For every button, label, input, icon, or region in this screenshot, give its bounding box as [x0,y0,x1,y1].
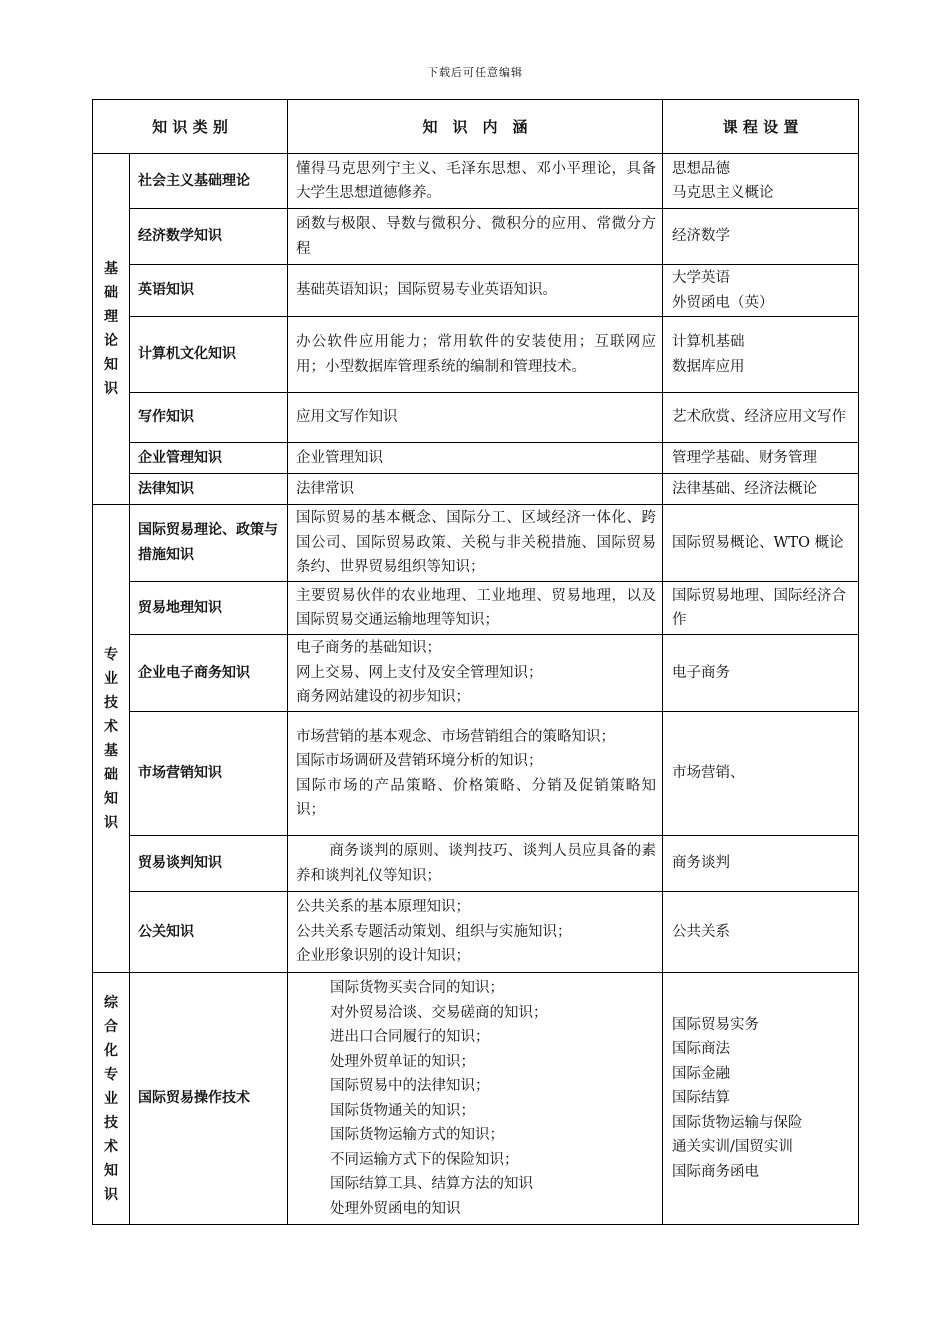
course-item: 大学英语 [672,270,731,286]
table-row [93,505,859,582]
subcategory-cell: 法律知识 [130,474,288,505]
course-item: 国际结算 [672,1090,731,1107]
course-cell [663,836,859,892]
content-cell: 主要贸易伙伴的农业地理、工业地理、贸易地理，以及国际贸易交通运输地理等知识； [288,582,663,635]
table-row [93,393,859,443]
table-row [93,154,859,209]
content-line: 国际货物运输方式的知识； [330,1127,505,1143]
column-header-content: 知 识 内 涵 [288,100,663,154]
content-cell: 企业管理知识 [288,443,663,474]
table-row [93,265,859,317]
content-line: 企业形象识别的设计知识； [296,948,471,965]
curriculum-table [92,99,859,1225]
subcategory-cell: 贸易谈判知识 [130,836,288,892]
header-note: 下载后可任意编辑 [427,66,523,79]
content-cell: 办公软件应用能力；常用软件的安装使用；互联网应用；小型数据库管理系统的编制和管理技术。 [288,317,663,393]
category-label: 基 础 理 论 知 识 [104,261,118,397]
content-cell [288,712,663,836]
subcategory-cell: 公关知识 [130,892,288,973]
course-item: 国际贸易实务 [672,1016,760,1033]
table-header-row [93,100,859,154]
course-item: 国际贸易地理、国际经济合作 [672,587,847,628]
category-cell [93,505,130,973]
content-line: 国际贸易中的法律知识； [330,1078,490,1094]
category-label: 综 合 化 专 业 技 术 知 识 [104,994,118,1203]
content-line: 公共关系的基本原理知识； [296,899,471,916]
content-line: 电子商务的基础知识； [296,640,442,657]
content-cell: 函数与极限、导数与微积分、微积分的应用、常微分方程 [288,209,663,265]
content-cell: 法律常识 [288,474,663,505]
content-line: 国际市场的产品策略、价格策略、分销及促销策略知识； [296,777,657,818]
content-cell: 国际贸易的基本概念、国际分工、区域经济一体化、跨国公司、国际贸易政策、关税与非关税措施、国际贸易条约、世界贸易组织等知识； [288,505,663,582]
course-cell [663,505,859,582]
course-item: 马克思主义概论 [672,185,774,201]
course-cell [663,582,859,635]
course-item: 市场营销、 [672,765,745,782]
course-item: 经济数学 [672,228,731,245]
course-item: 公共关系 [672,923,731,940]
table-row [93,635,859,712]
content-line: 公共关系专题活动策划、组织与实施知识； [296,923,572,940]
course-item: 国际货物运输与保险 [672,1114,803,1131]
subcategory-cell: 英语知识 [130,265,288,317]
column-header-course: 课 程 设 置 [663,100,859,154]
content-line: 对外贸易洽谈、交易磋商的知识； [330,1004,548,1021]
subcategory-cell: 市场营销知识 [130,712,288,836]
content-cell [288,892,663,973]
content-cell: 基础英语知识；国际贸易专业英语知识。 [288,265,663,317]
subcategory-cell: 企业管理知识 [130,443,288,474]
content-cell [288,836,663,892]
content-line: 商务网站建设的初步知识； [296,689,471,706]
subcategory-cell: 国际贸易理论、政策与措施知识 [130,505,288,582]
content-line: 国际结算工具、结算方法的知识 [330,1176,534,1192]
table-row [93,836,859,892]
table-row [93,973,859,1225]
course-cell [663,317,859,393]
subcategory-cell: 国际贸易操作技术 [130,973,288,1225]
course-item: 商务谈判 [672,855,731,872]
subcategory-cell: 社会主义基础理论 [130,154,288,209]
course-cell [663,209,859,265]
course-item: 通关实训/国贸实训 [672,1139,793,1156]
table-row [93,582,859,635]
content-cell: 懂得马克思列宁主义、毛泽东思想、邓小平理论，具备大学生思想道德修养。 [288,154,663,209]
course-cell [663,892,859,973]
content-cell [288,973,663,1225]
content-cell: 应用文写作知识 [288,393,663,443]
content-line: 商务谈判的原则、谈判技巧、谈判人员应具备的素养和谈判礼仪等知识； [296,843,657,884]
content-line: 国际货物通关的知识； [330,1102,476,1119]
course-item: 数据库应用 [672,358,745,375]
content-line: 国际市场调研及营销环境分析的知识； [296,753,543,769]
column-header-category: 知 识 类 别 [93,100,288,154]
content-line: 不同运输方式下的保险知识； [330,1151,519,1168]
course-item: 外贸函电（英） [672,294,774,311]
course-item: 计算机基础 [672,334,745,350]
course-item: 国际商法 [672,1041,731,1058]
table-row [93,712,859,836]
content-line: 网上交易、网上支付及安全管理知识； [296,664,543,681]
subcategory-cell: 计算机文化知识 [130,317,288,393]
content-line: 国际货物买卖合同的知识； [330,980,505,996]
table-row [93,209,859,265]
course-item: 国际金融 [672,1065,731,1082]
category-label: 专 业 技 术 基 础 知 识 [104,646,118,831]
course-item: 管理学基础、财务管理 [672,449,818,466]
course-cell [663,393,859,443]
table-row [93,474,859,505]
table-row [93,317,859,393]
course-item: 国际贸易概论、WTO 概论 [672,534,844,551]
table-row [93,443,859,474]
subcategory-cell: 贸易地理知识 [130,582,288,635]
content-cell [288,635,663,712]
course-item: 思想品德 [672,160,731,177]
category-cell [93,973,130,1225]
course-item: 国际商务函电 [672,1163,760,1180]
course-cell [663,712,859,836]
content-line: 市场营销的基本观念、市场营销组合的策略知识； [296,728,616,745]
course-cell [663,635,859,712]
category-cell [93,154,130,505]
course-cell [663,443,859,474]
subcategory-cell: 企业电子商务知识 [130,635,288,712]
course-cell [663,474,859,505]
course-cell [663,265,859,317]
course-item: 电子商务 [672,664,731,681]
course-item: 法律基础、经济法概论 [672,480,818,497]
content-line: 处理外贸单证的知识； [330,1053,476,1070]
content-line: 处理外贸函电的知识 [330,1200,461,1217]
subcategory-cell: 写作知识 [130,393,288,443]
course-cell [663,973,859,1225]
course-cell [663,154,859,209]
course-item: 艺术欣赏、经济应用文写作 [672,409,847,426]
table-row [93,892,859,973]
subcategory-cell: 经济数学知识 [130,209,288,265]
content-line: 进出口合同履行的知识； [330,1029,490,1045]
